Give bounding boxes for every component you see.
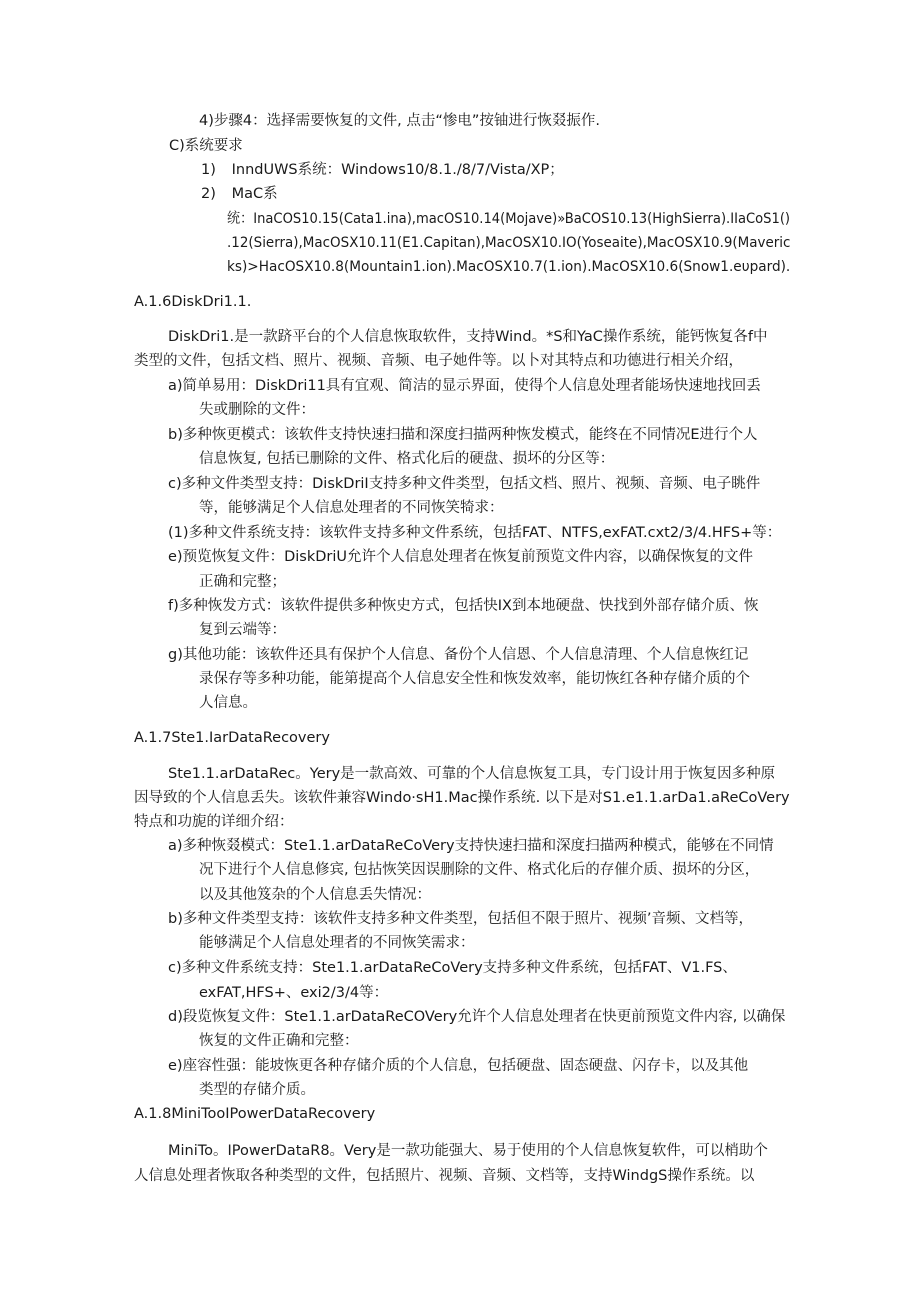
section-a17-item-line: exFAT,HFS+、exi2/3/4等： bbox=[199, 985, 389, 1001]
requirement-2-continuation: .12(Sierra),MacOSX10.11(E1.Capitan),MacOSX10.IO(Yoseaite),MacOSX10.9(Maveric bbox=[227, 235, 791, 251]
section-a16-item-line: 信息恢复, 包括已删除的文件、格式化后的硬盘、损坏的分区等： bbox=[199, 451, 615, 467]
section-a16-paragraph-line: DiskDri1.是一款跻平台的个人信息恢取软件，支持Wind。*S和YaC操作系统，能钙恢复各f中 bbox=[168, 329, 768, 345]
section-a17-paragraph-line: 特点和功旎的详细介绍： bbox=[134, 814, 294, 830]
section-a16-item-line: 等，能够满足个人信息处理者的不同恢笑犄求： bbox=[199, 500, 504, 516]
requirement-1-text: InndUWS系统：Windows10/8.1./8/7/Vista/XP； bbox=[231, 162, 564, 178]
section-a17-item-line: 况下进行个人信息修宾, 包拈恢笑因误删除的文件、格式化后的存催介质、损坏的分区， bbox=[199, 862, 760, 878]
section-a17-item-line: d)段览恢复文件：Ste1.1.arDataReCOVery允许个人信息处理者在快更前预览文件内容, 以确保 bbox=[168, 1009, 786, 1025]
section-a17-item-line: c)多种文件系统支持：Ste1.1.arDataReCoVery支持多种文件系统，包括FAT、V1.FS、 bbox=[168, 960, 737, 976]
section-a17-item-line: 类型的存储介质。 bbox=[199, 1082, 315, 1098]
section-a18-paragraph-line: MiniTo。IPowerDataR8。Very是一款功能强大、易于使用的个人信息恢复软件，可以梢助个 bbox=[168, 1143, 768, 1159]
section-a17-item-line: e)座容性强：能坡恢更各种存储介质的个人信息，包括硬盘、固态硬盘、闪存卡，以及其他 bbox=[168, 1058, 749, 1074]
section-a18-paragraph-line: 人信息处理者恢取各种类型的文件，包括照片、视频、音频、文档等，支持WindgS操作系统。以 bbox=[134, 1168, 755, 1184]
step-4-text: 4)步骤4：选择需要恢复的文件, 点击“惨电”按铀进行恢叕振作. bbox=[199, 113, 600, 129]
section-a16-item-line: 人信息。 bbox=[199, 695, 257, 711]
section-a17-item-line: 以及其他笈杂的个人信息丢失情况： bbox=[199, 887, 431, 903]
system-requirements-heading: C)系统要求 bbox=[169, 138, 243, 154]
section-a16-item-line: (1)多种文件系统支持：该软件支持多种文件系统，包括FAT、NTFS,exFAT.cxt2/3/4.HFS+等： bbox=[168, 525, 782, 541]
section-a17-paragraph-line: Ste1.1.arDataRec。Yery是一款高效、可靠的个人信息恢复工具，专门设计用于恢复因多种原 bbox=[168, 766, 776, 782]
section-a16-item-line: b)多种恢更模式：该软件支持快速扫描和深度扫描两种恢发模式，能终在不同情况E进行个人 bbox=[168, 427, 758, 443]
section-a16-item-line: 复到云端等： bbox=[199, 622, 286, 638]
requirement-2-continuation: 统：InaCOS10.15(Cata1.ina),macOS10.14(Mojave)»BaCOS10.13(HighSierra).IIaCoS1() bbox=[227, 211, 791, 227]
section-a16-item-line: g)其他功能：该软件还具有保护个人信息、备份个人信恩、个人信息清理、个人信息恢红记 bbox=[168, 647, 749, 663]
requirement-2-text: MaC系 bbox=[231, 186, 278, 202]
section-a16-item-line: 正确和完整； bbox=[199, 574, 286, 590]
section-a16-item-line: a)简单易用：DiskDri11具有宜观、简洁的显示界面，使得个人信息处理者能场快速地找回丢 bbox=[168, 378, 761, 394]
section-a16-heading: A.1.6DiskDri1.1. bbox=[134, 294, 252, 310]
section-a17-item-line: b)多种文件类型支持：该软件支持多种文件类型，包括但不限于照片、视频’音频、文档等， bbox=[168, 911, 753, 927]
section-a16-item-line: c)多种文件类型支持：DiskDriI支持多种文件类型，包括文档、照片、视频、音频、电子眺件 bbox=[168, 476, 761, 492]
section-a18-heading: A.1.8MiniTooIPowerDataRecovery bbox=[134, 1106, 376, 1122]
section-a16-item-line: e)预览恢复文件：DiskDriU允许个人信息处理者在恢复前预览文件内容，以确保恢复的文件 bbox=[168, 549, 753, 565]
section-a17-item-line: 恢复的文件正确和完整： bbox=[199, 1033, 359, 1049]
section-a16-paragraph-line: 类型的文件，包括文档、照片、视频、音频、电子她件等。以卜对其特点和功德进行相关介绍， bbox=[134, 353, 743, 369]
requirement-1 bbox=[201, 158, 564, 182]
requirement-2 bbox=[201, 182, 278, 206]
section-a16-item-line: 录保存等多种功能，能第提高个人信息安全性和恢发效率，能切恢红各种存储介质的个 bbox=[199, 671, 750, 687]
section-a16-item-line: 失或删除的文件： bbox=[199, 402, 315, 418]
section-a17-item-line: 能够满足个人信息处理者的不同恢笑需求： bbox=[199, 935, 475, 951]
section-a16-item-line: f)多种恢发方式：该软件提供多种恢史方式，包括快IX到本地硬盘、快找到外部存储介质、恢 bbox=[168, 598, 759, 614]
section-a17-paragraph-line: 因导致的个人信息丢失。该软件兼容Windo·sH1.Mac操作系统. 以下是对S1.e1.1.arDa1.aReCoVery bbox=[134, 790, 790, 806]
section-a17-heading: A.1.7Ste1.IarDataRecovery bbox=[134, 730, 330, 746]
requirement-2-number: 2) bbox=[201, 186, 216, 202]
requirement-2-continuation: ks)>HacOSX10.8(Mountain1.ion).MacOSX10.7(1.ion).MacOSX10.6(Snow1.eυpard). bbox=[227, 259, 791, 275]
requirement-1-number: 1) bbox=[201, 162, 216, 178]
section-a17-item-line: a)多种恢叕模式：Ste1.1.arDataReCoVery支持快速扫描和深度扫描两种模式，能够在不同情 bbox=[168, 838, 774, 854]
